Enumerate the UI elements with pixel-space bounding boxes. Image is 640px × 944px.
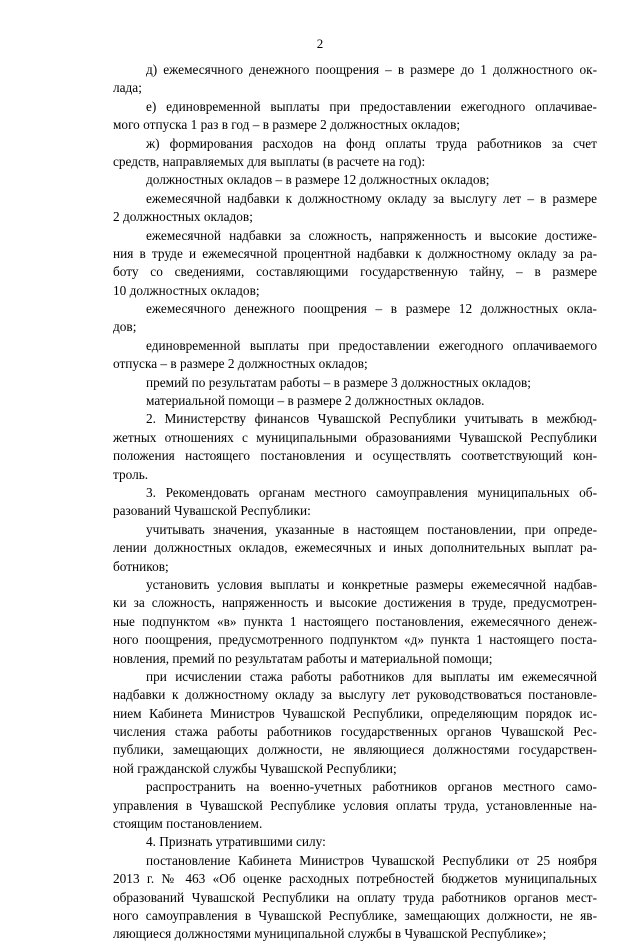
text-line: при исчислении стажа работы работников для выплаты им ежемесячной <box>146 668 597 684</box>
text-line: положения настоящего постановления и осуществлять соответствующий кон- <box>113 448 597 464</box>
text-line: новления, премий по результатам работы и материальной помощи; <box>113 650 493 666</box>
text-line: 2. Министерству финансов Чувашской Республики учитывать в межбюд- <box>146 411 597 427</box>
text-line: 3. Рекомендовать органам местного самоуправления муниципальных об- <box>146 484 597 500</box>
text-line: должностных окладов – в размере 12 должностных окладов; <box>146 172 490 188</box>
text-line: дов; <box>113 319 137 335</box>
text-line: учитывать значения, указанные в настоящем постановлении, при опреде- <box>146 521 597 537</box>
text-line: ежемесячной надбавки за сложность, напряженность и высокие достиже- <box>146 227 597 243</box>
text-line: ботников; <box>113 558 169 574</box>
text-line: ляющиеся должностями муниципальной службы в Чувашской Республике»; <box>113 926 547 942</box>
text-line: отпуска – в размере 2 должностных окладов; <box>113 356 368 372</box>
text-line: нием Кабинета Министров Чувашской Республики, определяющим порядок ис- <box>113 705 597 721</box>
text-line: жетных отношениях с муниципальными образованиями Чувашской Республики <box>113 429 597 445</box>
text-line: е) единовременной выплаты при предоставлении ежегодного оплачивае- <box>146 98 597 114</box>
text-line: ежемесячного денежного поощрения – в размере 12 должностных окла- <box>146 301 597 317</box>
text-line: троль. <box>113 466 149 482</box>
text-line: мого отпуска 1 раз в год – в размере 2 должностных окладов; <box>113 117 461 133</box>
text-line: ного самоуправления в Чувашской Республике, замещающих должности, не яв- <box>113 907 597 923</box>
text-line: надбавки к должностному окладу за выслугу лет руководствоваться постановле- <box>113 687 597 703</box>
text-line: публики, замещающих должности, не являющиеся должностями государствен- <box>113 742 597 758</box>
text-line: образований Чувашской Республики на оплату труда работников органов мест- <box>113 889 597 905</box>
text-line: ки за сложность, напряженность и высокие достижения в труде, предусмотрен- <box>113 595 597 611</box>
text-line: средств, направляемых для выплаты (в расчете на год): <box>113 153 426 169</box>
text-line: премий по результатам работы – в размере 3 должностных окладов; <box>146 374 531 390</box>
text-line: разований Чувашской Республики: <box>113 503 311 519</box>
text-line: стоящим постановлением. <box>113 816 263 832</box>
text-line: 2013 г. № 463 «Об оценке расходных потребностей бюджетов муниципальных <box>113 871 597 887</box>
text-line: 10 должностных окладов; <box>113 282 260 298</box>
text-line: ные подпунктом «в» пункта 1 настоящего постановления, ежемесячного денеж- <box>113 613 597 629</box>
text-line: постановление Кабинета Министров Чувашской Республики от 25 ноября <box>146 852 597 868</box>
text-line: лении должностных окладов, ежемесячных и иных дополнительных выплат ра- <box>113 540 597 556</box>
page-number: 2 <box>316 36 324 51</box>
text-line: ежемесячной надбавки к должностному окладу за выслугу лет – в размере <box>146 190 597 206</box>
text-line: управления в Чувашской Республике условия оплаты труда, установленные на- <box>113 797 597 813</box>
text-line: лада; <box>113 80 142 96</box>
text-line: установить условия выплаты и конкретные размеры ежемесячной надбав- <box>146 576 597 592</box>
text-line: боту со сведениями, составляющими государственную тайну, – в размере <box>113 264 597 280</box>
text-line: ного поощрения, предусмотренного подпунктом «д» пункта 1 настоящего поста- <box>113 632 597 648</box>
text-line: ния в труде и ежемесячной процентной надбавки к должностному окладу за ра- <box>113 245 597 261</box>
text-line: распространить на военно-учетных работников органов местного само- <box>146 779 597 795</box>
text-line: 4. Признать утратившими силу: <box>146 834 326 850</box>
text-line: единовременной выплаты при предоставлении ежегодного оплачиваемого <box>146 337 597 353</box>
text-line: 2 должностных окладов; <box>113 209 253 225</box>
document-body <box>113 61 597 944</box>
text-line: ной гражданской службы Чувашской Республики; <box>113 760 397 776</box>
text-line: числения стажа работы работников государственных органов Чувашской Рес- <box>113 724 597 740</box>
text-line: материальной помощи – в размере 2 должностных окладов. <box>146 393 485 409</box>
text-line: д) ежемесячного денежного поощрения – в размере до 1 должностного ок- <box>146 62 597 77</box>
text-line: ж) формирования расходов на фонд оплаты труда работников за счет <box>146 135 597 151</box>
